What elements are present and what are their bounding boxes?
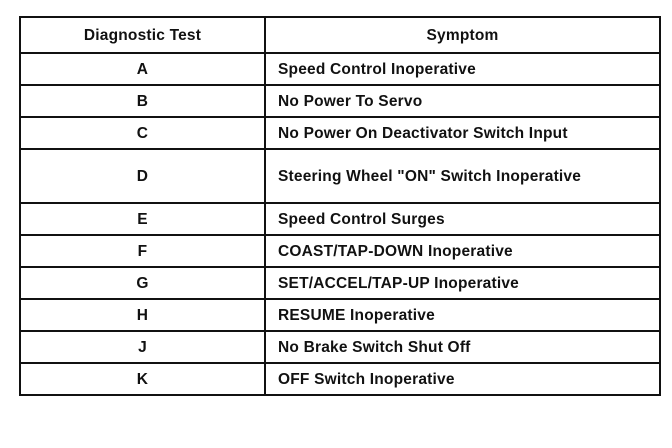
- table-row: [20, 267, 660, 299]
- symptom-cell: Speed Control Surges: [265, 203, 660, 235]
- symptom-cell: Steering Wheel "ON" Switch Inoperative: [265, 149, 660, 203]
- test-cell: C: [20, 117, 265, 149]
- symptom-cell: Speed Control Inoperative: [265, 53, 660, 85]
- test-cell: F: [20, 235, 265, 267]
- table-row: [20, 117, 660, 149]
- symptom-cell: No Power To Servo: [265, 85, 660, 117]
- test-cell: E: [20, 203, 265, 235]
- test-cell: D: [20, 149, 265, 203]
- table-row: [20, 235, 660, 267]
- table-row: [20, 299, 660, 331]
- diagnostic-test-table: [19, 16, 661, 396]
- test-cell: A: [20, 53, 265, 85]
- symptom-cell: OFF Switch Inoperative: [265, 363, 660, 395]
- test-cell: J: [20, 331, 265, 363]
- table-header-row: [20, 17, 660, 53]
- column-header-symptom: Symptom: [265, 17, 660, 53]
- test-cell: H: [20, 299, 265, 331]
- table-row: [20, 53, 660, 85]
- test-cell: K: [20, 363, 265, 395]
- diagnostic-table-container: [19, 16, 659, 396]
- symptom-cell: COAST/TAP-DOWN Inoperative: [265, 235, 660, 267]
- test-cell: G: [20, 267, 265, 299]
- symptom-cell: SET/ACCEL/TAP-UP Inoperative: [265, 267, 660, 299]
- table-row: [20, 331, 660, 363]
- table-row: [20, 85, 660, 117]
- table-row: [20, 363, 660, 395]
- symptom-cell: No Power On Deactivator Switch Input: [265, 117, 660, 149]
- table-row: [20, 149, 660, 203]
- column-header-diagnostic-test: Diagnostic Test: [20, 17, 265, 53]
- test-cell: B: [20, 85, 265, 117]
- symptom-cell: No Brake Switch Shut Off: [265, 331, 660, 363]
- symptom-cell: RESUME Inoperative: [265, 299, 660, 331]
- table-row: [20, 203, 660, 235]
